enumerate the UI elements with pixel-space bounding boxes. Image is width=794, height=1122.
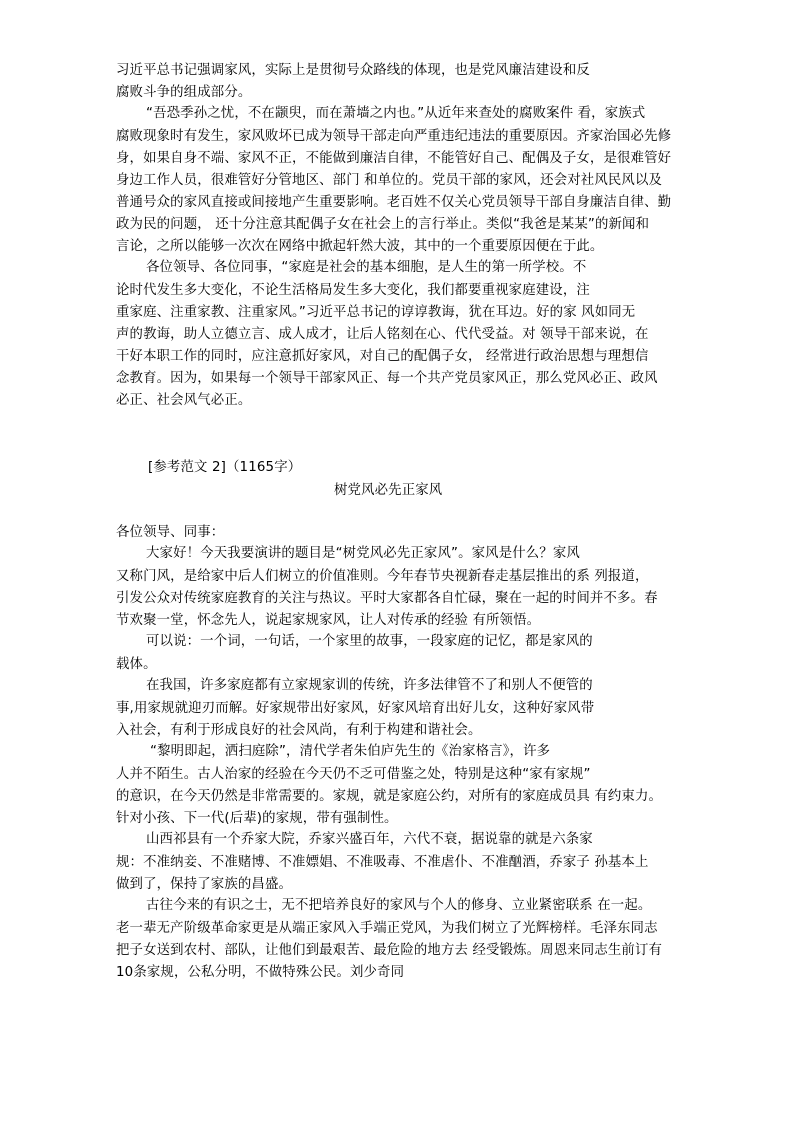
paragraph-line: 引发公众对传统家庭教育的关注与热议。平时大家都各自忙碌，聚在一起的时间并不多。春 [116,591,658,606]
paragraph-line: 必正、社会风气必正。 [116,393,252,408]
paragraph-line: 腐败斗争的组成部分。 [116,85,252,100]
paragraph-line: 又称门风，是给家中后人们树立的价值准则。今年春节央视新春走基层推出的系 列报道， [116,569,649,584]
paragraph-line: 人并不陌生。古人治家的经验在今天仍不乏可借鉴之处，特别是这种“家有家规” [116,767,591,782]
paragraph-line: 老一辈无产阶级革命家更是从端正家风入手端正党风，为我们树立了光辉榜样。毛泽东同志 [116,921,658,936]
paragraph-line: 节欢聚一堂，怀念先人，说起家规家风，让人对传承的经验 有所领悟。 [116,613,541,628]
paragraph-line: 言论，之所以能够一次次在网络中掀起轩然大波，其中的一个重要原因便在于此。 [116,239,604,254]
paragraph-line: 事,用家规就迎刃而解。好家规带出好家风，好家风培育出好儿女，这种好家风带 [116,701,595,716]
paragraph-line: “吾恐季孙之忧，不在颛臾，而在萧墙之内也。”从近年来查处的腐败案件 看，家族式 [146,106,646,121]
paragraph-line: 政为民的问题， 还十分注意其配偶子女在社会上的言行举止。类似“我爸是某某”的新闻和 [116,217,650,232]
paragraph-line: “黎明即起，洒扫庭除”，清代学者朱伯庐先生的《治家格言》，许多 [150,744,551,759]
paragraph-line: 各位领导、各位同事，“家庭是社会的基本细胞，是人生的第一所学校。不 [146,260,587,275]
paragraph-line: 在我国，许多家庭都有立家规家训的传统，许多法律管不了和别人不便管的 [146,678,593,693]
paragraph-line: 载体。 [116,657,157,672]
paragraph-line: 身，如果自身不端、家风不正，不能做到廉洁自律，不能管好自己、配偶及子女，是很难管好 [116,151,672,166]
paragraph-line: 论时代发生多大变化，不论生活格局发生多大变化，我们都要重视家庭建设，注 [116,283,590,298]
salutation: 各位领导、同事： [116,525,225,540]
paragraph-line: 身边工作人员，很难管好分管地区、部门 和单位的。党员干部的家风，还会对社风民风以及 [116,173,663,188]
paragraph-line: 干好本职工作的同时，应注意抓好家风，对自己的配偶子女， 经常进行政治思想与理想信 [116,349,649,364]
paragraph-line: 普通号众的家风直接或间接地产生重要影响。老百姓不仅关心党员领导干部自身廉洁自律、勤 [116,195,672,210]
paragraph-line: 做到了，保持了家族的昌盛。 [116,877,293,892]
paragraph-line: 10条家规，公私分明，不做特殊公民。刘少奇同 [116,965,405,980]
paragraph-line: 可以说：一个词，一句话，一个家里的故事，一段家庭的记忆，都是家风的 [146,634,593,649]
paragraph-line: 习近平总书记强调家风，实际上是贯彻号众路线的体现，也是党风廉洁建设和反 [116,63,590,78]
paragraph-line: 古往今来的有识之士，无不把培养良好的家风与个人的修身、立业紧密联系 在一起。 [146,898,652,913]
reference-label: [参考范文 2]（1165字） [148,460,302,475]
paragraph-line: 大家好！今天我要演讲的题目是“树党风必先正家风”。家风是什么？家风 [146,546,580,561]
document-title: 树党风必先正家风 [334,483,443,498]
paragraph-line: 的意识，在今天仍然是非常需要的。家规，就是家庭公约，对所有的家庭成员具 有约束力。 [116,789,663,804]
paragraph-line: 腐败现象时有发生，家风败坏已成为领导干部走向严重违纪违法的重要原因。齐家治国必先修 [116,129,672,144]
paragraph-line: 山西祁县有一个乔家大院，乔家兴盛百年，六代不衰，据说靠的就是六条家 [146,832,593,847]
paragraph-line: 针对小孩、下一代(后辈)的家规，带有强制性。 [116,811,398,826]
paragraph-line: 入社会，有利于形成良好的社会风尚，有利于构建和谐社会。 [116,723,482,738]
paragraph-line: 把子女送到农村、部队，让他们到最艰苦、最危险的地方去 经受锻炼。周恩来同志生前订有 [116,943,663,958]
paragraph-line: 念教育。因为，如果每一个领导干部家风正、每一个共产党员家风正，那么党风必正、政风 [116,371,658,386]
paragraph-line: 重家庭、注重家教、注重家风。”习近平总书记的谆谆教诲，犹在耳边。好的家 风如同无 [116,305,636,320]
paragraph-line: 规：不准纳妾、不准赌博、不准嫖娼、不准吸毒、不准虐仆、不准酗酒，乔家子 孙基本上 [116,855,649,870]
paragraph-line: 声的教诲，助人立德立言、成人成才，让后人铭刻在心、代代受益。对 领导干部来说，在 [116,327,649,342]
